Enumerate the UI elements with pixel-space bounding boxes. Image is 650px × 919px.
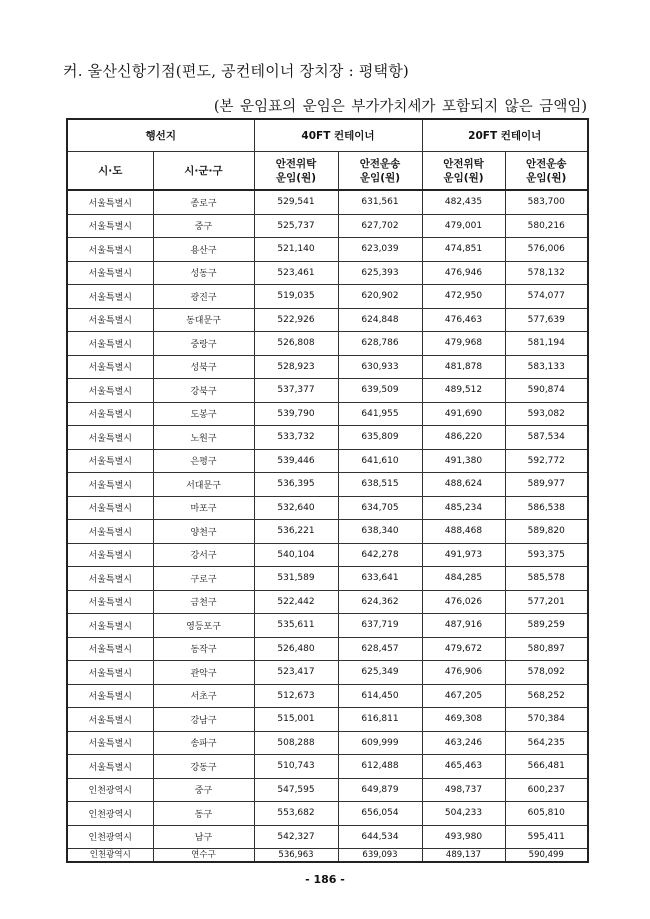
cell-20ft-trust-rate: 467,205: [422, 684, 505, 708]
header-row-top: [67, 119, 588, 152]
cell-40ft-transport-rate: 627,702: [338, 214, 422, 238]
cell-40ft-trust-rate: 535,611: [254, 614, 338, 638]
cell-sido: 서울특별시: [67, 402, 153, 426]
cell-20ft-transport-rate: 576,006: [505, 238, 588, 262]
cell-sigungu: 강서구: [153, 543, 254, 567]
cell-20ft-transport-rate: 593,082: [505, 402, 588, 426]
cell-40ft-transport-rate: 644,534: [338, 825, 422, 849]
cell-20ft-trust-rate: 486,220: [422, 426, 505, 450]
cell-40ft-trust-rate: 508,288: [254, 731, 338, 755]
cell-20ft-transport-rate: 577,639: [505, 308, 588, 332]
section-heading: 커. 울산신항기점(편도, 공컨테이너 장치장 : 평택항): [63, 62, 409, 80]
cell-sido: 서울특별시: [67, 708, 153, 732]
cell-20ft-transport-rate: 586,538: [505, 496, 588, 520]
page-number: - 186 -: [305, 873, 345, 886]
cell-40ft-trust-rate: 547,595: [254, 778, 338, 802]
cell-40ft-transport-rate: 625,349: [338, 661, 422, 685]
cell-20ft-transport-rate: 585,578: [505, 567, 588, 591]
cell-20ft-transport-rate: 593,375: [505, 543, 588, 567]
cell-sigungu: 은평구: [153, 449, 254, 473]
table-body: [67, 190, 588, 862]
cell-20ft-trust-rate: 491,380: [422, 449, 505, 473]
table-row: [67, 637, 588, 661]
cell-sigungu: 동구: [153, 802, 254, 826]
cell-40ft-transport-rate: 625,393: [338, 261, 422, 285]
table-row: [67, 332, 588, 356]
cell-20ft-trust-rate: 476,946: [422, 261, 505, 285]
col-sigungu: 시·군·구: [153, 152, 254, 191]
cell-20ft-transport-rate: 570,384: [505, 708, 588, 732]
cell-20ft-trust-rate: 469,308: [422, 708, 505, 732]
cell-sigungu: 송파구: [153, 731, 254, 755]
cell-20ft-trust-rate: 485,234: [422, 496, 505, 520]
cell-40ft-transport-rate: 612,488: [338, 755, 422, 779]
cell-sido: 서울특별시: [67, 567, 153, 591]
cell-40ft-trust-rate: 532,640: [254, 496, 338, 520]
cell-sido: 서울특별시: [67, 684, 153, 708]
cell-sigungu: 마포구: [153, 496, 254, 520]
cell-sigungu: 서대문구: [153, 473, 254, 497]
table-row: [67, 379, 588, 403]
cell-40ft-trust-rate: 528,923: [254, 355, 338, 379]
cell-sigungu: 도봉구: [153, 402, 254, 426]
cell-20ft-trust-rate: 476,026: [422, 590, 505, 614]
cell-40ft-trust-rate: 529,541: [254, 190, 338, 214]
cell-sigungu: 동대문구: [153, 308, 254, 332]
cell-20ft-trust-rate: 479,001: [422, 214, 505, 238]
table-row: [67, 355, 588, 379]
cell-sido: 인천광역시: [67, 802, 153, 826]
header-20ft-container: 20FT 컨테이너: [422, 119, 588, 152]
cell-sigungu: 강동구: [153, 755, 254, 779]
cell-sido: 서울특별시: [67, 731, 153, 755]
table-row: [67, 285, 588, 309]
cell-sido: 서울특별시: [67, 261, 153, 285]
cell-sido: 서울특별시: [67, 520, 153, 544]
cell-40ft-trust-rate: 539,446: [254, 449, 338, 473]
cell-40ft-transport-rate: 649,879: [338, 778, 422, 802]
cell-sigungu: 관악구: [153, 661, 254, 685]
table-row: [67, 214, 588, 238]
cell-20ft-trust-rate: 472,950: [422, 285, 505, 309]
cell-20ft-trust-rate: 493,980: [422, 825, 505, 849]
table-row: [67, 190, 588, 214]
header-row-columns: [67, 152, 588, 191]
table-row: [67, 802, 588, 826]
cell-40ft-transport-rate: 656,054: [338, 802, 422, 826]
cell-40ft-trust-rate: 539,790: [254, 402, 338, 426]
col-40ft-transport-rate: 안전운송 운임(원): [338, 152, 422, 191]
cell-20ft-trust-rate: 498,737: [422, 778, 505, 802]
cell-20ft-trust-rate: 484,285: [422, 567, 505, 591]
table-row: [67, 661, 588, 685]
cell-sigungu: 중구: [153, 778, 254, 802]
cell-sigungu: 성동구: [153, 261, 254, 285]
cell-20ft-trust-rate: 479,968: [422, 332, 505, 356]
cell-40ft-trust-rate: 531,589: [254, 567, 338, 591]
cell-40ft-transport-rate: 624,848: [338, 308, 422, 332]
cell-sido: 서울특별시: [67, 285, 153, 309]
cell-40ft-trust-rate: 533,732: [254, 426, 338, 450]
cell-40ft-transport-rate: 638,515: [338, 473, 422, 497]
cell-20ft-transport-rate: 590,499: [505, 849, 588, 863]
cell-40ft-trust-rate: 522,926: [254, 308, 338, 332]
table-row: [67, 238, 588, 262]
table-row: [67, 496, 588, 520]
cell-40ft-transport-rate: 639,509: [338, 379, 422, 403]
cell-20ft-trust-rate: 491,690: [422, 402, 505, 426]
cell-40ft-transport-rate: 637,719: [338, 614, 422, 638]
cell-sido: 서울특별시: [67, 426, 153, 450]
cell-20ft-transport-rate: 589,977: [505, 473, 588, 497]
table-row: [67, 684, 588, 708]
table-row: [67, 449, 588, 473]
table-row: [67, 614, 588, 638]
cell-sido: 서울특별시: [67, 379, 153, 403]
cell-sigungu: 동작구: [153, 637, 254, 661]
table-row: [67, 308, 588, 332]
cell-20ft-trust-rate: 504,233: [422, 802, 505, 826]
cell-40ft-transport-rate: 641,610: [338, 449, 422, 473]
cell-sido: 서울특별시: [67, 755, 153, 779]
cell-sigungu: 성북구: [153, 355, 254, 379]
table-row: [67, 708, 588, 732]
cell-sido: 인천광역시: [67, 825, 153, 849]
cell-40ft-trust-rate: 523,461: [254, 261, 338, 285]
cell-40ft-trust-rate: 536,395: [254, 473, 338, 497]
cell-40ft-trust-rate: 526,808: [254, 332, 338, 356]
cell-20ft-trust-rate: 474,851: [422, 238, 505, 262]
col-20ft-transport-rate: 안전운송 운임(원): [505, 152, 588, 191]
cell-20ft-transport-rate: 574,077: [505, 285, 588, 309]
cell-sido: 서울특별시: [67, 355, 153, 379]
cell-40ft-transport-rate: 639,093: [338, 849, 422, 863]
header-40ft-container: 40FT 컨테이너: [254, 119, 422, 152]
cell-40ft-trust-rate: 536,221: [254, 520, 338, 544]
cell-40ft-transport-rate: 635,809: [338, 426, 422, 450]
cell-20ft-trust-rate: 487,916: [422, 614, 505, 638]
cell-40ft-transport-rate: 633,641: [338, 567, 422, 591]
cell-sido: 서울특별시: [67, 590, 153, 614]
cell-40ft-transport-rate: 631,561: [338, 190, 422, 214]
vat-note: (본 운임표의 운임은 부가가치세가 포함되지 않은 금액임): [213, 99, 587, 115]
header-destination: 행선지: [67, 119, 254, 152]
cell-20ft-transport-rate: 580,897: [505, 637, 588, 661]
cell-sido: 서울특별시: [67, 190, 153, 214]
cell-sigungu: 남구: [153, 825, 254, 849]
table-row: [67, 590, 588, 614]
cell-40ft-transport-rate: 609,999: [338, 731, 422, 755]
col-sido: 시·도: [67, 152, 153, 191]
cell-20ft-transport-rate: 595,411: [505, 825, 588, 849]
cell-40ft-transport-rate: 638,340: [338, 520, 422, 544]
cell-sigungu: 노원구: [153, 426, 254, 450]
cell-sido: 서울특별시: [67, 238, 153, 262]
cell-20ft-transport-rate: 566,481: [505, 755, 588, 779]
table-row: [67, 261, 588, 285]
cell-sigungu: 연수구: [153, 849, 254, 863]
table-row: [67, 849, 588, 863]
cell-20ft-trust-rate: 465,463: [422, 755, 505, 779]
cell-40ft-transport-rate: 630,933: [338, 355, 422, 379]
cell-40ft-trust-rate: 537,377: [254, 379, 338, 403]
cell-40ft-transport-rate: 634,705: [338, 496, 422, 520]
cell-sigungu: 양천구: [153, 520, 254, 544]
cell-sido: 서울특별시: [67, 214, 153, 238]
cell-sido: 서울특별시: [67, 614, 153, 638]
cell-sigungu: 금천구: [153, 590, 254, 614]
table-row: [67, 567, 588, 591]
cell-40ft-trust-rate: 553,682: [254, 802, 338, 826]
cell-40ft-transport-rate: 641,955: [338, 402, 422, 426]
cell-40ft-trust-rate: 525,737: [254, 214, 338, 238]
col-20ft-trust-rate: 안전위탁 운임(원): [422, 152, 505, 191]
cell-20ft-trust-rate: 463,246: [422, 731, 505, 755]
cell-20ft-trust-rate: 476,906: [422, 661, 505, 685]
cell-sido: 서울특별시: [67, 637, 153, 661]
freight-rate-table: [66, 118, 589, 863]
cell-sigungu: 강북구: [153, 379, 254, 403]
cell-20ft-transport-rate: 587,534: [505, 426, 588, 450]
cell-20ft-trust-rate: 481,878: [422, 355, 505, 379]
cell-40ft-trust-rate: 540,104: [254, 543, 338, 567]
cell-sido: 서울특별시: [67, 496, 153, 520]
cell-20ft-trust-rate: 476,463: [422, 308, 505, 332]
cell-40ft-transport-rate: 616,811: [338, 708, 422, 732]
cell-20ft-transport-rate: 568,252: [505, 684, 588, 708]
cell-sigungu: 구로구: [153, 567, 254, 591]
table-row: [67, 731, 588, 755]
cell-40ft-trust-rate: 512,673: [254, 684, 338, 708]
cell-20ft-trust-rate: 489,137: [422, 849, 505, 863]
cell-sigungu: 용산구: [153, 238, 254, 262]
cell-sido: 서울특별시: [67, 543, 153, 567]
cell-20ft-transport-rate: 583,133: [505, 355, 588, 379]
cell-20ft-trust-rate: 488,468: [422, 520, 505, 544]
cell-40ft-trust-rate: 522,442: [254, 590, 338, 614]
table-row: [67, 520, 588, 544]
cell-40ft-transport-rate: 620,902: [338, 285, 422, 309]
cell-40ft-transport-rate: 623,039: [338, 238, 422, 262]
cell-20ft-transport-rate: 590,874: [505, 379, 588, 403]
cell-20ft-transport-rate: 589,259: [505, 614, 588, 638]
cell-40ft-trust-rate: 510,743: [254, 755, 338, 779]
cell-sigungu: 종로구: [153, 190, 254, 214]
cell-20ft-transport-rate: 600,237: [505, 778, 588, 802]
cell-20ft-transport-rate: 564,235: [505, 731, 588, 755]
cell-sido: 인천광역시: [67, 849, 153, 863]
cell-sigungu: 중구: [153, 214, 254, 238]
cell-20ft-trust-rate: 488,624: [422, 473, 505, 497]
cell-sido: 서울특별시: [67, 308, 153, 332]
cell-sido: 인천광역시: [67, 778, 153, 802]
table-row: [67, 543, 588, 567]
cell-40ft-trust-rate: 536,963: [254, 849, 338, 863]
cell-sido: 서울특별시: [67, 473, 153, 497]
cell-20ft-transport-rate: 592,772: [505, 449, 588, 473]
table-row: [67, 755, 588, 779]
cell-20ft-transport-rate: 578,092: [505, 661, 588, 685]
cell-20ft-trust-rate: 479,672: [422, 637, 505, 661]
cell-sigungu: 광진구: [153, 285, 254, 309]
cell-20ft-transport-rate: 583,700: [505, 190, 588, 214]
cell-sigungu: 영등포구: [153, 614, 254, 638]
cell-40ft-transport-rate: 628,786: [338, 332, 422, 356]
cell-40ft-transport-rate: 642,278: [338, 543, 422, 567]
cell-sigungu: 서초구: [153, 684, 254, 708]
cell-40ft-trust-rate: 526,480: [254, 637, 338, 661]
cell-40ft-trust-rate: 542,327: [254, 825, 338, 849]
cell-20ft-trust-rate: 482,435: [422, 190, 505, 214]
cell-sido: 서울특별시: [67, 332, 153, 356]
table-row: [67, 426, 588, 450]
table-row: [67, 778, 588, 802]
cell-20ft-transport-rate: 578,132: [505, 261, 588, 285]
cell-40ft-trust-rate: 521,140: [254, 238, 338, 262]
cell-20ft-transport-rate: 580,216: [505, 214, 588, 238]
cell-40ft-trust-rate: 519,035: [254, 285, 338, 309]
cell-sigungu: 강남구: [153, 708, 254, 732]
table-row: [67, 473, 588, 497]
cell-sigungu: 중랑구: [153, 332, 254, 356]
cell-20ft-transport-rate: 581,194: [505, 332, 588, 356]
cell-sido: 서울특별시: [67, 449, 153, 473]
table-row: [67, 402, 588, 426]
cell-20ft-transport-rate: 589,820: [505, 520, 588, 544]
cell-20ft-trust-rate: 491,973: [422, 543, 505, 567]
cell-sido: 서울특별시: [67, 661, 153, 685]
table-row: [67, 825, 588, 849]
cell-40ft-transport-rate: 628,457: [338, 637, 422, 661]
cell-20ft-transport-rate: 605,810: [505, 802, 588, 826]
cell-20ft-transport-rate: 577,201: [505, 590, 588, 614]
cell-40ft-trust-rate: 515,001: [254, 708, 338, 732]
cell-40ft-transport-rate: 614,450: [338, 684, 422, 708]
cell-20ft-trust-rate: 489,512: [422, 379, 505, 403]
cell-40ft-transport-rate: 624,362: [338, 590, 422, 614]
col-40ft-trust-rate: 안전위탁 운임(원): [254, 152, 338, 191]
cell-40ft-trust-rate: 523,417: [254, 661, 338, 685]
